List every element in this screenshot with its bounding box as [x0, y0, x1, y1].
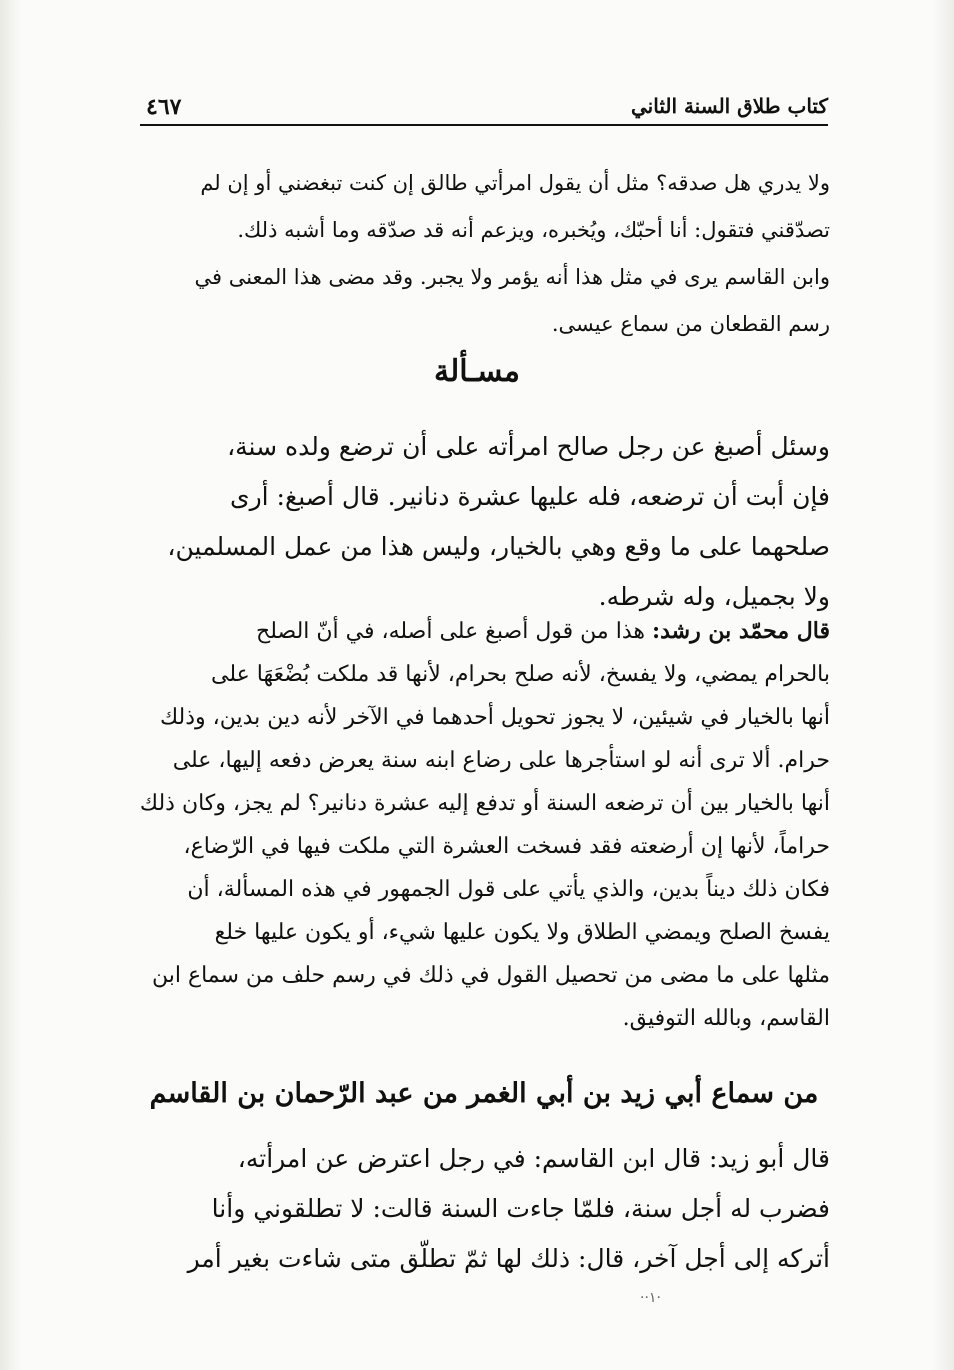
text-line: قال أبو زيد: قال ابن القاسم: في رجل اعترض عن امرأته،	[237, 1144, 830, 1173]
text-line: أنها بالخيار بين أن ترضعه السنة أو تدفع إليه عشرة دنانير؟ لم يجز، وكان ذلك	[139, 791, 830, 816]
text-line: وسئل أصبغ عن رجل صالح امرأته على أن ترضع ولده سنة،	[227, 432, 830, 461]
commentary-lead: قال محمّد بن رشد:	[651, 618, 830, 644]
section-heading-sama: من سماع أبي زيد بن أبي الغمر من عبد الرّحمان بن القاسم	[149, 1078, 819, 1109]
text-line: صلحهما على ما وقع وهي بالخيار، وليس هذا من عمل المسلمين،	[167, 532, 830, 561]
text-line: القاسم، وبالله التوفيق.	[622, 1006, 830, 1031]
text-line: رسم القطعان من سماع عيسى.	[551, 312, 830, 336]
text-line: فإن أبت أن ترضعه، فله عليها عشرة دنانير. قال أصبغ: أرى	[230, 482, 830, 511]
text-line: يفسخ الصلح ويمضي الطلاق ولا يكون عليها شيء، أو يكون عليها خلع	[214, 920, 830, 945]
intro-paragraph	[138, 160, 830, 348]
section-heading-masala: مسـألة	[434, 354, 520, 389]
page-number: ٤٦٧	[146, 94, 182, 120]
footer-mark: ··١·	[640, 1290, 661, 1306]
text-line: بالحرام يمضي، ولا يفسخ، لأنه صلح بحرام، لأنها قد ملكت بُضْعَهَا على	[211, 662, 830, 687]
text-line	[138, 610, 830, 653]
commentary-paragraph	[138, 610, 830, 1040]
masala-paragraph	[138, 422, 830, 622]
text-line: حرام. ألا ترى أنه لو استأجرها على رضاع ابنه سنة يعرض دفعه إليها، على	[172, 748, 830, 773]
page-header	[140, 92, 828, 126]
text-line: أتركه إلى أجل آخر، قال: ذلك لها ثمّ تطلّق متى شاءت بغير أمر	[187, 1244, 830, 1273]
text-line: فكان ذلك ديناً بدين، والذي يأتي على قول الجمهور في هذه المسألة، أن	[187, 877, 830, 902]
scan-edge-left	[0, 0, 22, 1370]
commentary-first-line: هذا من قول أصبغ على أصله، في أنّ الصلح	[256, 619, 652, 644]
running-title: كتاب طلاق السنة الثاني	[630, 94, 828, 118]
text-line: حراماً، لأنها إن أرضعته فقد فسخت العشرة التي ملكت فيها في الرّضاع،	[183, 834, 830, 859]
text-line: ولا بجميل، وله شرطه.	[598, 582, 830, 611]
text-line: فضرب له أجل سنة، فلمّا جاءت السنة قالت: لا تطلقوني وأنا	[211, 1194, 830, 1223]
text-line: تصدّقني فتقول: أنا أحبّك، ويُخبره، ويزعم أنه قد صدّقه وما أشبه ذلك.	[237, 218, 830, 242]
text-line: ولا يدري هل صدقه؟ مثل أن يقول امرأتي طالق إن كنت تبغضني أو إن لم	[200, 171, 830, 195]
text-line: أنها بالخيار في شيئين، لا يجوز تحويل أحدهما في الآخر لأنه دين بدين، وذلك	[159, 705, 830, 730]
scan-edge-right	[932, 0, 954, 1370]
text-line: وابن القاسم يرى في مثل هذا أنه يؤمر ولا يجبر. وقد مضى هذا المعنى في	[194, 265, 830, 289]
sama-paragraph	[138, 1134, 830, 1284]
text-line: مثلها على ما مضى من تحصيل القول في ذلك في رسم حلف من سماع ابن	[151, 963, 830, 988]
